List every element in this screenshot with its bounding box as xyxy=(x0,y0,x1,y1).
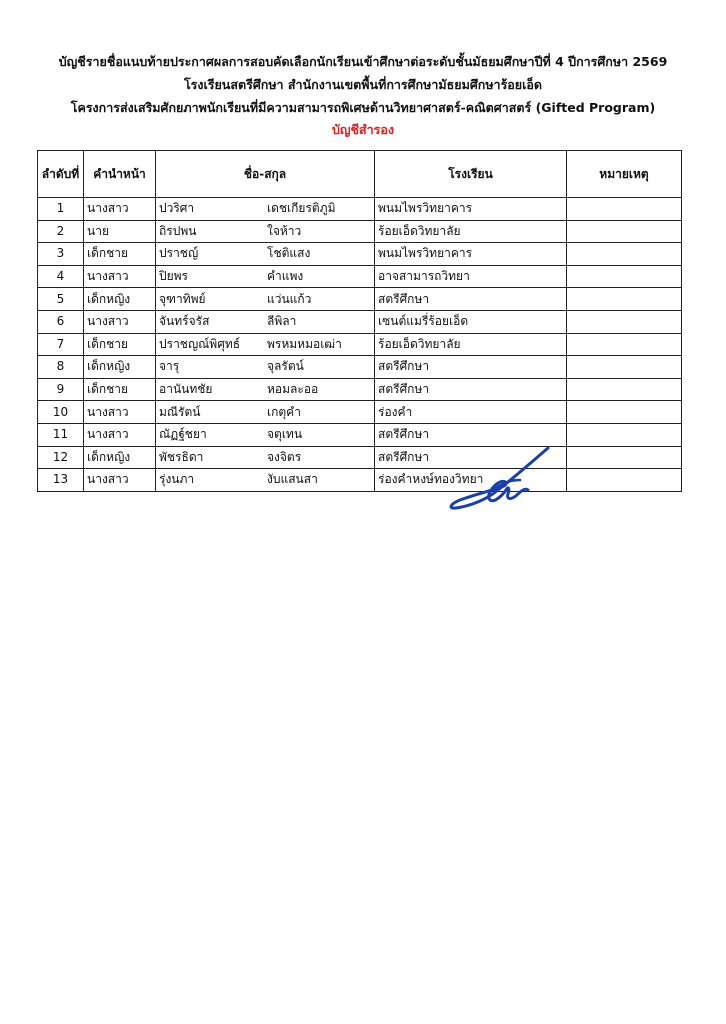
row-last-name: ลีพิลา xyxy=(267,314,297,329)
signature-icon xyxy=(446,446,552,512)
row-full-name xyxy=(156,469,375,492)
row-full-name xyxy=(156,198,375,221)
row-school: สตรีศึกษา xyxy=(375,356,567,379)
row-last-name: โชติแสง xyxy=(267,246,311,261)
row-note xyxy=(567,198,682,221)
row-number: 8 xyxy=(38,356,84,379)
row-school: สตรีศึกษา xyxy=(375,378,567,401)
row-number: 13 xyxy=(38,469,84,492)
row-title: นางสาว xyxy=(84,423,156,446)
row-full-name xyxy=(156,333,375,356)
row-last-name: แว่นแก้ว xyxy=(267,291,312,306)
row-title: เด็กหญิง xyxy=(84,446,156,469)
row-note xyxy=(567,333,682,356)
row-number: 9 xyxy=(38,378,84,401)
row-last-name: งับแสนสา xyxy=(267,472,318,487)
row-note xyxy=(567,446,682,469)
table-header-row xyxy=(38,151,682,198)
row-last-name: จุลรัตน์ xyxy=(267,359,304,374)
row-first-name: อานันทชัย xyxy=(159,382,213,397)
table-row xyxy=(38,378,682,401)
table-row xyxy=(38,423,682,446)
row-title: นางสาว xyxy=(84,310,156,333)
row-school: อาจสามารถวิทยา xyxy=(375,265,567,288)
row-first-name: จุฑาทิพย์ xyxy=(159,291,206,306)
row-full-name xyxy=(156,446,375,469)
column-header-note: หมายเหตุ xyxy=(567,151,682,198)
table-row xyxy=(38,265,682,288)
row-first-name: ถิรปพน xyxy=(159,223,197,238)
row-title: นางสาว xyxy=(84,265,156,288)
row-number: 12 xyxy=(38,446,84,469)
row-note xyxy=(567,401,682,424)
table-row xyxy=(38,243,682,266)
list-subtitle: บัญชีสำรอง xyxy=(331,122,395,137)
row-title: เด็กชาย xyxy=(84,378,156,401)
row-note xyxy=(567,220,682,243)
row-school: พนมไพรวิทยาคาร xyxy=(375,198,567,221)
table-row xyxy=(38,401,682,424)
table-row xyxy=(38,356,682,379)
row-full-name xyxy=(156,378,375,401)
row-title: เด็กชาย xyxy=(84,333,156,356)
row-full-name xyxy=(156,243,375,266)
row-note xyxy=(567,423,682,446)
row-school: ร้อยเอ็ดวิทยาลัย xyxy=(375,220,567,243)
row-first-name: มณีรัตน์ xyxy=(159,404,201,419)
row-full-name xyxy=(156,220,375,243)
row-note xyxy=(567,356,682,379)
row-school: สตรีศึกษา xyxy=(375,288,567,311)
table-row xyxy=(38,288,682,311)
column-header-school: โรงเรียน xyxy=(375,151,567,198)
row-school: สตรีศึกษา xyxy=(375,446,567,469)
header-line-3: โครงการส่งเสริมศักยภาพนักเรียนที่มีความสามารถพิเศษด้านวิทยาศาสตร์-คณิตศาสตร์ (Gifted Program) xyxy=(70,100,656,115)
row-school: ร่องคำหงษ์ทองวิทยา xyxy=(375,469,567,492)
row-title: นางสาว xyxy=(84,198,156,221)
row-title: นางสาว xyxy=(84,401,156,424)
row-first-name: รุ่งนภา xyxy=(159,472,195,487)
row-note xyxy=(567,310,682,333)
row-note xyxy=(567,243,682,266)
row-full-name xyxy=(156,288,375,311)
row-note xyxy=(567,288,682,311)
row-note xyxy=(567,469,682,492)
document-header xyxy=(0,50,726,141)
column-header-number: ลำดับที่ xyxy=(38,151,84,198)
row-first-name: ณัฏฐ์ชยา xyxy=(159,427,207,442)
row-number: 1 xyxy=(38,198,84,221)
row-number: 7 xyxy=(38,333,84,356)
row-number: 4 xyxy=(38,265,84,288)
row-last-name: จตุเทน xyxy=(267,427,303,442)
row-title: นาย xyxy=(84,220,156,243)
row-school: ร่องคำ xyxy=(375,401,567,424)
row-number: 3 xyxy=(38,243,84,266)
table-row xyxy=(38,333,682,356)
row-first-name: พัชรธิดา xyxy=(159,449,204,464)
row-full-name xyxy=(156,265,375,288)
column-header-title: คำนำหน้า xyxy=(84,151,156,198)
row-last-name: เดชเกียรติภูมิ xyxy=(267,201,336,216)
column-header-name: ชื่อ-สกุล xyxy=(156,151,375,198)
table-body xyxy=(38,198,682,492)
row-number: 5 xyxy=(38,288,84,311)
row-last-name: หอมละออ xyxy=(267,382,319,397)
row-last-name: ใจห้าว xyxy=(267,223,302,238)
table-row xyxy=(38,446,682,469)
row-first-name: ปวริศา xyxy=(159,201,195,216)
row-school: ร้อยเอ็ดวิทยาลัย xyxy=(375,333,567,356)
row-first-name: จารุ xyxy=(159,359,180,374)
row-full-name xyxy=(156,401,375,424)
row-number: 11 xyxy=(38,423,84,446)
table-row xyxy=(38,198,682,221)
row-full-name xyxy=(156,423,375,446)
row-school: พนมไพรวิทยาคาร xyxy=(375,243,567,266)
row-first-name: ปิยพร xyxy=(159,269,189,284)
row-full-name xyxy=(156,356,375,379)
row-number: 6 xyxy=(38,310,84,333)
row-title: เด็กหญิง xyxy=(84,288,156,311)
row-last-name: คำแพง xyxy=(267,269,304,284)
row-first-name: ปราชญณ์พิศุทธ์ xyxy=(159,336,241,351)
row-school: เซนต์แมรี่ร้อยเอ็ด xyxy=(375,310,567,333)
row-note xyxy=(567,378,682,401)
table-row xyxy=(38,220,682,243)
table-row xyxy=(38,310,682,333)
row-first-name: ปราชญ์ xyxy=(159,246,199,261)
header-line-2: โรงเรียนสตรีศึกษา สำนักงานเขตพื้นที่การศึกษามัธยมศึกษาร้อยเอ็ด xyxy=(183,77,543,92)
row-number: 2 xyxy=(38,220,84,243)
reserve-list-table xyxy=(37,150,682,492)
header-line-1: บัญชีรายชื่อแนบท้ายประกาศผลการสอบคัดเลือกนักเรียนเข้าศึกษาต่อระดับชั้นมัธยมศึกษาปีที่ 4 ปีการศึกษา 2569 xyxy=(58,54,668,69)
row-first-name: จันทร์จรัส xyxy=(159,314,210,329)
row-school: สตรีศึกษา xyxy=(375,423,567,446)
row-last-name: จงจิตร xyxy=(267,449,302,464)
row-title: เด็กหญิง xyxy=(84,356,156,379)
row-note xyxy=(567,265,682,288)
row-title: นางสาว xyxy=(84,469,156,492)
row-title: เด็กชาย xyxy=(84,243,156,266)
row-full-name xyxy=(156,310,375,333)
row-last-name: เกตุคำ xyxy=(267,404,301,419)
row-last-name: พรหมหมอเฒ่า xyxy=(267,336,342,351)
row-number: 10 xyxy=(38,401,84,424)
table-row xyxy=(38,469,682,492)
